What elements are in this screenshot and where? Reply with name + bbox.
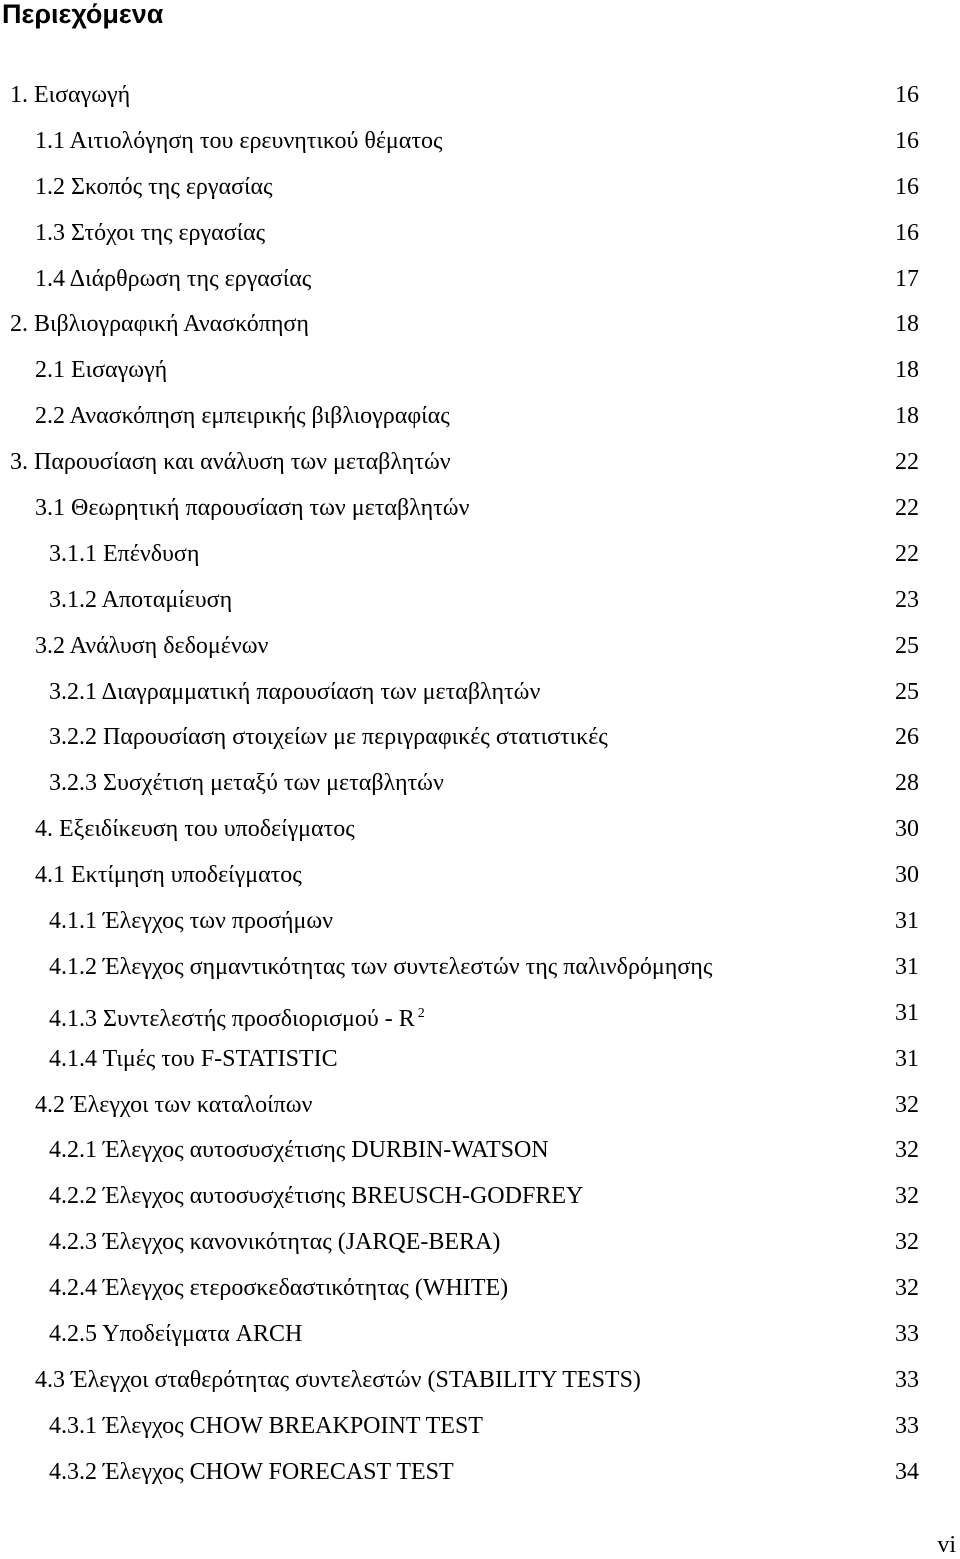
toc-entry	[0, 991, 960, 1037]
toc-entry	[0, 532, 960, 578]
toc-entry-label: 4.3.1 Έλεγχος CHOW BREAKPOINT TEST	[49, 1412, 483, 1439]
toc-entry-page: 23	[895, 586, 919, 613]
toc-entry	[0, 761, 960, 807]
toc-entry-page: 32	[895, 1137, 919, 1164]
toc-entry	[0, 348, 960, 394]
toc-entry	[0, 1037, 960, 1083]
toc-entry-page: 34	[895, 1458, 919, 1485]
toc-entry	[0, 807, 960, 853]
toc-entry-page: 22	[895, 449, 919, 476]
toc-entry-page: 18	[895, 311, 919, 338]
toc-entry	[0, 211, 960, 257]
toc-entry-label: 3. Παρουσίαση και ανάλυση των μεταβλητών	[10, 449, 451, 476]
toc-entry-page: 32	[895, 1275, 919, 1302]
toc-entry-label: 1.3 Στόχοι της εργασίας	[35, 219, 266, 246]
toc-entry	[0, 1404, 960, 1450]
toc-entry-page: 25	[895, 678, 919, 705]
toc-entry-label: 1.1 Αιτιολόγηση του ερευνητικού θέματος	[35, 127, 443, 154]
toc-entry-page: 32	[895, 1091, 919, 1118]
toc-entry-page: 32	[895, 1183, 919, 1210]
page-number: vi	[937, 1532, 956, 1558]
toc-entry-page: 33	[895, 1412, 919, 1439]
toc-entry	[0, 1174, 960, 1220]
toc-entry-label: 3.1 Θεωρητική παρουσίαση των μεταβλητών	[35, 495, 470, 522]
toc-entry-label: 4.2 Έλεγχοι των καταλοίπων	[35, 1091, 313, 1118]
toc-entry	[0, 119, 960, 165]
toc-entry	[0, 1312, 960, 1358]
toc-entry-label: 4.1.4 Τιμές του F-STATISTIC	[49, 1045, 338, 1072]
toc-entry	[0, 394, 960, 440]
toc-entry	[0, 899, 960, 945]
toc-entry-page: 18	[895, 403, 919, 430]
toc-entry-page: 16	[895, 127, 919, 154]
toc-entry	[0, 1358, 960, 1404]
toc-entry-page: 16	[895, 82, 919, 108]
toc-entry-page: 26	[895, 724, 919, 751]
toc-entry-page: 17	[895, 265, 919, 292]
toc-entry-label: 2.1 Εισαγωγή	[35, 357, 168, 384]
toc-entry	[0, 1266, 960, 1312]
toc-entry	[0, 578, 960, 624]
toc-entry-page: 28	[895, 770, 919, 797]
toc-entry-label: 4.1 Εκτίμηση υποδείγματος	[35, 862, 302, 889]
toc-entry-label: 3.2 Ανάλυση δεδομένων	[35, 632, 269, 659]
toc-entry-page: 33	[895, 1366, 919, 1393]
toc-entry-page: 31	[895, 908, 919, 935]
toc-entry-label: 3.1.2 Αποταμίευση	[49, 586, 233, 613]
toc-entry	[0, 1220, 960, 1266]
toc-entry-label: 2. Βιβλιογραφική Ανασκόπηση	[10, 311, 309, 338]
toc-entry	[0, 945, 960, 991]
toc-entry-label: 1. Εισαγωγή	[10, 82, 131, 108]
toc-entry-page: 31	[895, 999, 919, 1026]
toc-entry-label: 3.2.2 Παρουσίαση στοιχείων με περιγραφικές στατιστικές	[49, 724, 608, 751]
toc-entry	[0, 853, 960, 899]
toc-entry-label: 4.2.3 Έλεγχος κανονικότητας (JARQE-BERA)	[49, 1229, 501, 1256]
toc-entry-page: 31	[895, 1045, 919, 1072]
toc-entry-label: 2.2 Ανασκόπηση εμπειρικής βιβλιογραφίας	[35, 403, 450, 430]
toc-entry	[0, 715, 960, 761]
toc-entry	[0, 165, 960, 211]
toc-entry-label: 4.2.1 Έλεγχος αυτοσυσχέτισης DURBIN-WATSON	[49, 1137, 549, 1164]
toc-entry	[0, 624, 960, 670]
toc-entry-label: 4.2.2 Έλεγχος αυτοσυσχέτισης BREUSCH-GODFREY	[49, 1183, 584, 1210]
toc-entry-page: 18	[895, 357, 919, 384]
toc-entry-page: 30	[895, 862, 919, 889]
toc-entry-label: 4.2.4 Έλεγχος ετεροσκεδαστικότητας (WHITE)	[49, 1275, 509, 1302]
toc-entry-label: 3.2.3 Συσχέτιση μεταξύ των μεταβλητών	[49, 770, 444, 797]
toc-entry-page: 22	[895, 540, 919, 567]
toc-entry	[0, 670, 960, 716]
toc-entry-page: 16	[895, 173, 919, 200]
toc-entry-page: 25	[895, 632, 919, 659]
toc-entry-label: 4.3.2 Έλεγχος CHOW FORECAST TEST	[49, 1458, 454, 1485]
toc-entry	[0, 1450, 960, 1496]
toc-entry	[0, 257, 960, 303]
toc-entry-page: 30	[895, 816, 919, 843]
toc-entry-label: 1.2 Σκοπός της εργασίας	[35, 173, 273, 200]
toc-entry-label: 4. Εξειδίκευση του υποδείγματος	[35, 816, 355, 843]
toc-entry	[0, 302, 960, 348]
toc-entry	[0, 1083, 960, 1129]
toc-entry-page: 31	[895, 953, 919, 980]
toc-entry-page: 32	[895, 1229, 919, 1256]
toc-entry-label: 1.4 Διάρθρωση της εργασίας	[35, 265, 312, 292]
toc-entry-label: 4.3 Έλεγχοι σταθερότητας συντελεστών (STABILITY TESTS)	[35, 1366, 641, 1393]
toc-entry-label: 4.2.5 Υποδείγματα ARCH	[49, 1321, 303, 1348]
toc-entry-page: 33	[895, 1321, 919, 1348]
toc-entry-label: 4.1.3 Συντελεστής προσδιορισμού - R	[49, 1005, 415, 1032]
toc-entry-label: 4.1.1 Έλεγχος των προσήμων	[49, 908, 333, 935]
toc-entry-label: 3.2.1 Διαγραμματική παρουσίαση των μεταβλητών	[49, 678, 541, 705]
toc-entry-label: 3.1.1 Επένδυση	[49, 540, 200, 567]
toc-entry-superscript: 2	[417, 1005, 425, 1021]
toc-entry	[0, 486, 960, 532]
toc-entry-label: 4.1.2 Έλεγχος σημαντικότητας των συντελεστών της παλινδρόμησης	[49, 953, 713, 980]
table-of-contents	[0, 73, 960, 1496]
toc-entry	[0, 440, 960, 486]
toc-entry	[0, 1128, 960, 1174]
toc-entry-page: 22	[895, 495, 919, 522]
toc-entry	[0, 73, 960, 119]
page-title: Περιεχόμενα	[2, 0, 164, 29]
toc-entry-page: 16	[895, 219, 919, 246]
